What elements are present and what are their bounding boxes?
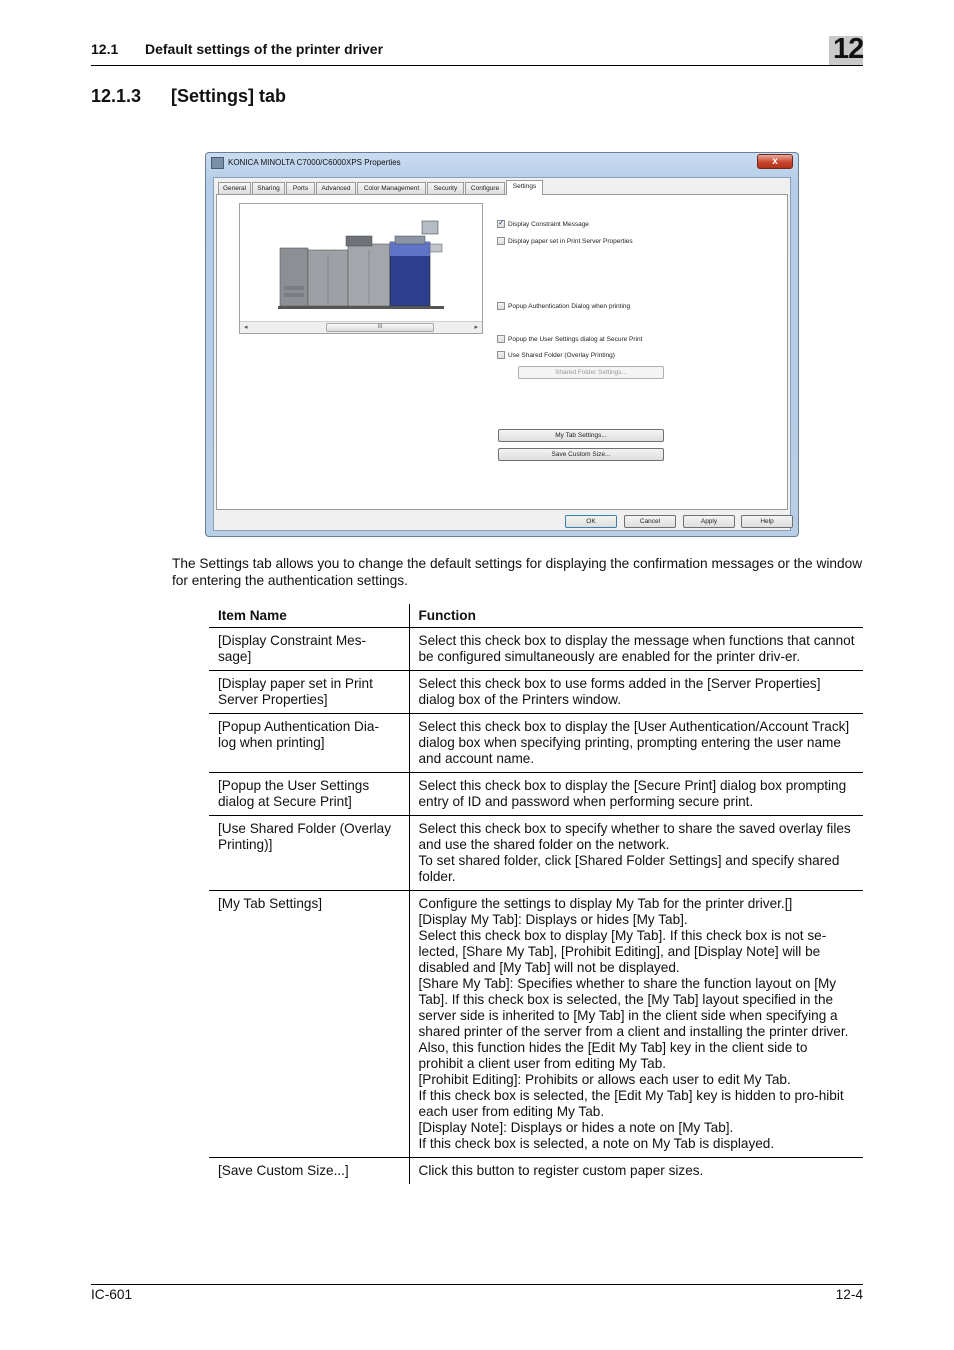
table-row [209, 1158, 863, 1185]
function-line: [Display Note]: Displays or hides a note on [My Tab]. [418, 1120, 734, 1135]
item-name-cell: [My Tab Settings] [209, 891, 409, 1158]
item-name-cell: [Popup Authentication Dia- log when printing] [209, 714, 409, 773]
function-line: If this check box is selected, a note on My Tab is displayed. [418, 1136, 775, 1151]
dialog-client [213, 177, 791, 531]
column-header-function: Function [409, 604, 863, 628]
printer-icon [211, 157, 224, 169]
properties-dialog [205, 152, 799, 537]
function-table [209, 604, 863, 1184]
function-cell [409, 628, 863, 671]
table-row [209, 816, 863, 891]
checkbox-icon[interactable] [497, 351, 505, 359]
help-button[interactable]: Help [741, 515, 793, 528]
function-cell [409, 891, 863, 1158]
function-cell [409, 671, 863, 714]
function-cell [409, 773, 863, 816]
function-line: If this check box is selected, the [Edit My Tab] key is hidden to pro-hibit each user from editing My Tab. [418, 1088, 844, 1119]
tab-general[interactable]: General [218, 182, 251, 194]
function-cell [409, 816, 863, 891]
intro-paragraph: The Settings tab allows you to change the default settings for displaying the confirmation messages or the window for entering the authentication settings. [172, 556, 863, 588]
printer-illustration [240, 204, 482, 320]
item-name-cell: [Use Shared Folder (Overlay Printing)] [209, 816, 409, 891]
table-header-row [209, 604, 863, 628]
function-line: Select this check box to display [My Tab]. If this check box is not se-lected, [Share My Tab], [Prohibit Editing], and [Display Note] will be disabled and [My Tab] will not be displayed. [418, 928, 827, 975]
checkbox-label: Popup the User Settings dialog at Secure Print [508, 336, 643, 343]
tab-advanced[interactable]: Advanced [316, 182, 356, 194]
cancel-button[interactable]: Cancel [624, 515, 676, 528]
footer-page-number: 12-4 [835, 1287, 863, 1302]
function-line: Select this check box to display the message when functions that cannot be configured simultaneously are enabled for the printer driv-er. [418, 633, 855, 664]
printer-preview [239, 203, 483, 334]
footer-rule [91, 1284, 863, 1285]
table-row [209, 891, 863, 1158]
header-rule [91, 65, 863, 66]
tab-configure[interactable]: Configure [465, 182, 505, 194]
function-line: Select this check box to display the [Secure Print] dialog box prompting entry of ID and password when performing secure print. [418, 778, 847, 809]
checkbox-label: Popup Authentication Dialog when printing [508, 303, 631, 310]
tab-security[interactable]: Security [427, 182, 464, 194]
scroll-right-icon[interactable]: ▸ [474, 324, 478, 331]
function-line: [Display My Tab]: Displays or hides [My Tab]. [418, 912, 688, 927]
dialog-title: KONICA MINOLTA C7000/C6000XPS Properties [228, 158, 401, 167]
section-number: 12.1 [91, 41, 119, 57]
apply-button[interactable]: Apply [683, 515, 735, 528]
table-row [209, 628, 863, 671]
item-name-cell: [Display Constraint Mes- sage] [209, 628, 409, 671]
function-line: [Prohibit Editing]: Prohibits or allows each user to edit My Tab. [418, 1072, 791, 1087]
function-line: Configure the settings to display My Tab for the printer driver.[] [418, 896, 793, 911]
function-line: To set shared folder, click [Shared Folder Settings] and specify shared folder. [418, 853, 840, 884]
close-button[interactable]: x [757, 154, 793, 169]
checkbox-display-constraint-message[interactable] [497, 220, 589, 228]
preview-scrollbar[interactable] [240, 321, 482, 333]
chapter-number: 12 [833, 33, 864, 65]
my-tab-settings-button[interactable]: My Tab Settings... [498, 429, 664, 442]
tab-color-management[interactable]: Color Management [357, 182, 426, 194]
item-name-cell: [Save Custom Size...] [209, 1158, 409, 1185]
page-heading [91, 86, 286, 107]
function-line: Select this check box to display the [User Authentication/Account Track] dialog box when specifying printing, prompting entering the user name and account name. [418, 719, 850, 766]
column-header-item: Item Name [209, 604, 409, 628]
checkbox-popup-authentication[interactable] [497, 302, 630, 310]
tab-settings[interactable]: Settings [506, 180, 543, 195]
running-header [91, 41, 383, 57]
settings-pane [216, 194, 788, 510]
footer-model: IC-601 [91, 1287, 133, 1302]
table-row [209, 773, 863, 816]
function-cell [409, 714, 863, 773]
save-custom-size-button[interactable]: Save Custom Size... [498, 448, 664, 461]
checkbox-checked-icon[interactable] [497, 220, 505, 228]
item-name-cell: [Popup the User Settings dialog at Secure Print] [209, 773, 409, 816]
heading-number: 12.1.3 [91, 86, 142, 106]
checkbox-use-shared-folder[interactable] [497, 351, 615, 359]
shared-folder-settings-button[interactable]: Shared Folder Settings... [518, 366, 664, 379]
section-title: Default settings of the printer driver [145, 41, 384, 57]
scroll-thumb[interactable]: III [326, 323, 434, 332]
function-line: [Share My Tab]: Specifies whether to share the function layout on [My Tab]. If this check box is selected, the [My Tab] layout specified in the server side is inherited to [My Tab] in the client side when specifying a shared printer of the server from a client and installing the printer driver. Also, this function hides the [Edit My Tab] key in the client side to prohibit a client user from editing My Tab. [418, 976, 849, 1071]
table-row [209, 714, 863, 773]
tab-ports[interactable]: Ports [286, 182, 315, 194]
function-line: Click this button to register custom paper sizes. [418, 1163, 704, 1178]
tab-sharing[interactable]: Sharing [252, 182, 285, 194]
item-name-cell: [Display paper set in Print Server Properties] [209, 671, 409, 714]
function-line: Select this check box to use forms added in the [Server Properties] dialog box of the Printers window. [418, 676, 821, 707]
checkbox-icon[interactable] [497, 237, 505, 245]
table-row [209, 671, 863, 714]
dialog-title-bar [206, 153, 798, 175]
checkbox-popup-user-settings[interactable] [497, 335, 642, 343]
heading-title: [Settings] tab [171, 86, 286, 106]
checkbox-display-paper-set[interactable] [497, 237, 633, 245]
function-line: Select this check box to specify whether to share the saved overlay files and use the shared folder on the network. [418, 821, 851, 852]
checkbox-icon[interactable] [497, 335, 505, 343]
checkbox-icon[interactable] [497, 302, 505, 310]
checkbox-label: Use Shared Folder (Overlay Printing) [508, 352, 615, 359]
scroll-left-icon[interactable]: ◂ [244, 324, 248, 331]
checkbox-label: Display Constraint Message [508, 221, 589, 228]
checkbox-label: Display paper set in Print Server Properties [508, 238, 633, 245]
ok-button[interactable]: OK [565, 515, 617, 528]
function-cell [409, 1158, 863, 1185]
